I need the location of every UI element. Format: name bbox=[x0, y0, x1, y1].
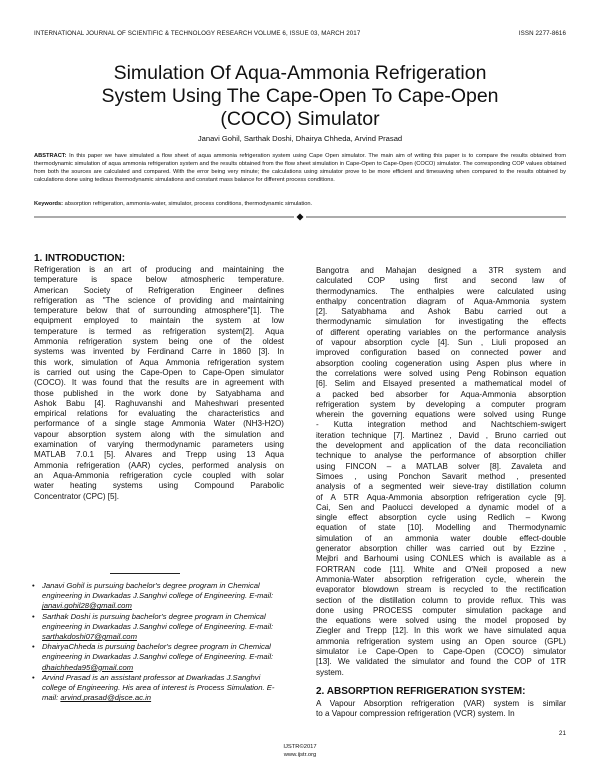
text-line: of vapour absorption cycle [4]. Sun , Liuli proposed an bbox=[316, 338, 566, 348]
text-line: Simoes , using Ponchon Savarit method , presented bbox=[316, 471, 566, 481]
text-line: Ziegler and Trepp [12]. In this work we have simulated aqua bbox=[316, 626, 566, 636]
text-line: - Kutta integration method and Nachtschiem-swigert bbox=[316, 420, 566, 430]
text-line: vapour absorption system along with the simulation and bbox=[34, 429, 284, 439]
title-line: Simulation Of Aqua-Ammonia Refrigeration bbox=[113, 62, 487, 84]
bullet-icon: • bbox=[32, 611, 35, 621]
abstract-label: ABSTRACT: bbox=[34, 153, 67, 159]
text-line: Mejbri and Barhoumi using CONLES which is available as a bbox=[316, 554, 566, 564]
text-line: Ammonia refrigeration system being one of the oldest bbox=[34, 337, 284, 347]
text-line: using FINCON – a MATLAB solver [8]. Zavaleta and bbox=[316, 461, 566, 471]
section-heading-introduction: 1. INTRODUCTION: bbox=[34, 253, 126, 264]
text-line: ammonia refrigeration system using an Open source (GPL) bbox=[316, 636, 566, 646]
text-line: section of the distillation column to provide reflux. This was bbox=[316, 595, 566, 605]
email-link[interactable]: janavi.gohil28@gmail.com bbox=[42, 601, 132, 611]
text-line: analysis of a segmented weir sieve-tray distillation column bbox=[316, 482, 566, 492]
text-line: thermodynamics. The enthalpies were calculated using bbox=[316, 286, 566, 296]
text-line: the development and application of the data reconciliation bbox=[316, 441, 566, 451]
keywords bbox=[34, 200, 566, 208]
text-line: the correlations were solved using Peng Robinson equation bbox=[316, 368, 566, 378]
text-line: those published in the work done by Satyabhama and bbox=[34, 388, 284, 398]
text-line: [13]. We validated the simulator and found the COP of 1TR bbox=[316, 657, 566, 667]
text-line: MATLAB 7.0.1 [5]. Alvares and Trepp using 13 Aqua bbox=[34, 450, 284, 460]
right-column-text-2 bbox=[316, 699, 566, 720]
text-line: calculated COP using first and second law of bbox=[316, 276, 566, 286]
text-line: Concentrator (CPC) [5]. bbox=[34, 491, 120, 501]
footnote-item: • Arvind Prasad is an assistant professor at Dwarkadas J.Sanghvi college of Engineering. His area of interest is Process Simulation. E-mail: arvind.prasad@djsce.ac.in bbox=[32, 672, 275, 703]
text-line: generator absorption chiller was carried out by Ezzine , bbox=[316, 544, 566, 554]
text-line: an Aqua-Ammonia refrigeration cycle coupled with solar bbox=[34, 470, 284, 480]
text-line: single effect absorption cycle using Redlich – Kwong bbox=[316, 513, 566, 523]
footnote-item: • Sarthak Doshi is pursuing bachelor's degree program in Chemical engineering in Dwarkadas J.Sanghvi college of Engineering. E-mail: sarthakdoshi07@gmail.com bbox=[32, 611, 274, 642]
issn: ISSN 2277-8616 bbox=[518, 30, 566, 37]
text-line: [2]. Satyabhama and Ashok Babu carried out a bbox=[316, 307, 566, 317]
text-line: wherein the governing equations were solved using Runge bbox=[316, 410, 566, 420]
left-column-text bbox=[34, 265, 284, 502]
title-line: (COCO) Simulator bbox=[220, 108, 380, 130]
text-line: to a Vapour compression refrigeration (VCR) system. In bbox=[316, 709, 515, 719]
bullet-icon: • bbox=[32, 672, 35, 682]
text-line: Bangotra and Mahajan designed a 3TR system and bbox=[316, 266, 566, 275]
text-line: Cai, Sen and Paolucci developed a dynamic model of a bbox=[316, 502, 566, 512]
footnote-item: • Janavi Gohil is pursuing bachelor's degree program in Chemical engineering in Dwarkadas J.Sanghvi college of Engineering. E-mail: janavi.gohil28@gmail.com bbox=[32, 581, 274, 611]
text-line: improved configuration based on connected power and bbox=[316, 348, 566, 358]
text-line: this work, simulation of Aqua Ammonia refrigeration system bbox=[34, 357, 284, 367]
text-line: simulator i.e Cape-Open to Cape-Open (COCO) simulator bbox=[316, 646, 566, 656]
text-line: thermodynamic simulation for investigating the effects bbox=[316, 317, 566, 327]
text-line: of A 5TR Aqua-Ammonia absorption refrigeration cycle [9]. bbox=[316, 492, 566, 502]
text-line: refrigeration system by developing a computer program bbox=[316, 399, 566, 409]
bullet-icon: • bbox=[32, 642, 35, 652]
text-line: temperature below that of surrounding atmosphere"[1]. The bbox=[34, 306, 284, 316]
text-line: of different operating variables on the performance analysis bbox=[316, 327, 566, 337]
text-line: the equations were solved using the model proposed by bbox=[316, 616, 566, 626]
footnote-item: • DhairyaChheda is pursuing bachelor's degree program in Chemical engineering in Dwarkadas J.Sanghvi college of Engineering. E-mail: dhaichheda95@gmail.com bbox=[32, 642, 274, 672]
text-line: simulation of an ammonia water double effect-double bbox=[316, 533, 566, 543]
page-title bbox=[40, 62, 560, 131]
text-line: [6]. Selim and Elsayed presented a mathematical model of bbox=[316, 379, 566, 389]
text-line: water heating systems using Compound Parabolic bbox=[34, 481, 284, 491]
bullet-icon: • bbox=[32, 581, 35, 590]
text-line: performance of a single stage Ammonia Water (NH3-H2O) bbox=[34, 419, 284, 429]
abstract bbox=[34, 152, 566, 184]
text-line: evaporator blowdown stream is recycled to the rectification bbox=[316, 585, 566, 595]
text-line: a packed bed absorber for Aqua-Ammonia absorption bbox=[316, 389, 566, 399]
right-column-text bbox=[316, 266, 566, 678]
text-line: enthalpy concentration diagram of Aqua-Ammonia system bbox=[316, 296, 566, 306]
text-line: A Vapour Absorption refrigeration (VAR) system is similar bbox=[316, 699, 566, 708]
text-line: iteration technique [7]. Martinez , David , Bruno carried out bbox=[316, 430, 566, 440]
text-line: Refrigeration is an art of producing and maintaining the bbox=[34, 265, 284, 274]
email-link[interactable]: sarthakdoshi07@gmail.com bbox=[42, 632, 137, 642]
text-line: technique to analyse the performance of absorption chiller bbox=[316, 451, 566, 461]
text-line: examination of varying thermodynamic parameters using bbox=[34, 440, 284, 450]
text-line: absorption cooling cogeneration using Aspen plus where in bbox=[316, 358, 566, 368]
keywords-label: Keywords: bbox=[34, 201, 64, 207]
title-line: System Using The Cape-Open To Cape-Open bbox=[101, 85, 499, 107]
abstract-text: In this paper we have simulated a flow sheet of aqua ammonia refrigeration system using Cape Open simulator. The main aim of writing this paper is to compare the results obtained from thermodynamic simulation of aqua ammonia refrigeration system and the results obtained from the flow sheet simulation in Cape-Open to Cape-Open (COCO) simulator. The corresponding COP values obtained from both the sources are calculated and compared. With the error being very minute; the calculations using simulator prove to be more efficient and timesaving when compared to the results obtained by calculations done using tedious thermodynamic simulations and constant mass balance for different process conditions. bbox=[34, 153, 566, 184]
text-line: equipment employed to maintain the system at low bbox=[34, 316, 284, 326]
text-line: done using PROCESS computer simulation package and bbox=[316, 605, 566, 615]
text-line: (COCO). It was found that the results are in agreement with bbox=[34, 378, 284, 388]
text-line: Ashok Babu [4]. Raghuvanshi and Maheshwari presented bbox=[34, 398, 284, 408]
text-line: system. bbox=[316, 667, 344, 677]
text-line: temperature is space below atmospheric temperature. bbox=[34, 275, 284, 285]
footnote-rule bbox=[110, 573, 180, 574]
section-heading-absorption: 2. ABSORPTION REFRIGERATION SYSTEM: bbox=[316, 686, 526, 697]
text-line: is carried out using the Cape-Open to Cape-Open simulator bbox=[34, 367, 284, 377]
footer-code: IJSTR©2017 bbox=[283, 744, 317, 750]
footer-url[interactable]: www.ijstr.org bbox=[283, 751, 317, 758]
section-divider bbox=[34, 213, 566, 221]
text-line: empirical relations for evaluating the characteristics and bbox=[34, 409, 284, 419]
page-number: 21 bbox=[558, 730, 566, 737]
journal-header: INTERNATIONAL JOURNAL OF SCIENTIFIC & TECHNOLOGY RESEARCH VOLUME 6, ISSUE 03, MARCH 2017 bbox=[34, 30, 361, 37]
authors: Janavi Gohil, Sarthak Doshi, Dhairya Chheda, Arvind Prasad bbox=[197, 134, 403, 143]
page-footer bbox=[0, 744, 600, 759]
text-line: temperature is termed as refrigeration system[2]. Aqua bbox=[34, 326, 284, 336]
email-link[interactable]: dhaichheda95@gmail.com bbox=[42, 662, 134, 672]
text-line: systems was invented by Ferdinand Carre in 1860 [3]. In bbox=[34, 347, 284, 357]
text-line: refrigeration as "The science of providing and maintaining bbox=[34, 295, 284, 305]
email-link[interactable]: arvind.prasad@djsce.ac.in bbox=[60, 693, 152, 703]
author-footnotes bbox=[32, 581, 282, 703]
text-line: Ammonia refrigeration (AAR) cycles, performed analysis on bbox=[34, 460, 284, 470]
keywords-text: absorption refrigeration, ammonia-water, simulator, process conditions, thermodynamic simulation. bbox=[63, 201, 313, 207]
text-line: American Society of Refrigeration Engineer defines bbox=[34, 285, 284, 295]
text-line: FORTRAN code [11]. White and O'Neil proposed a new bbox=[316, 564, 566, 574]
text-line: Ammonia-Water absorption refrigeration cycle, wherein the bbox=[316, 574, 566, 584]
divider-diamond bbox=[297, 214, 304, 221]
text-line: equation of state [10]. Modelling and Thermodynamic bbox=[316, 523, 566, 533]
